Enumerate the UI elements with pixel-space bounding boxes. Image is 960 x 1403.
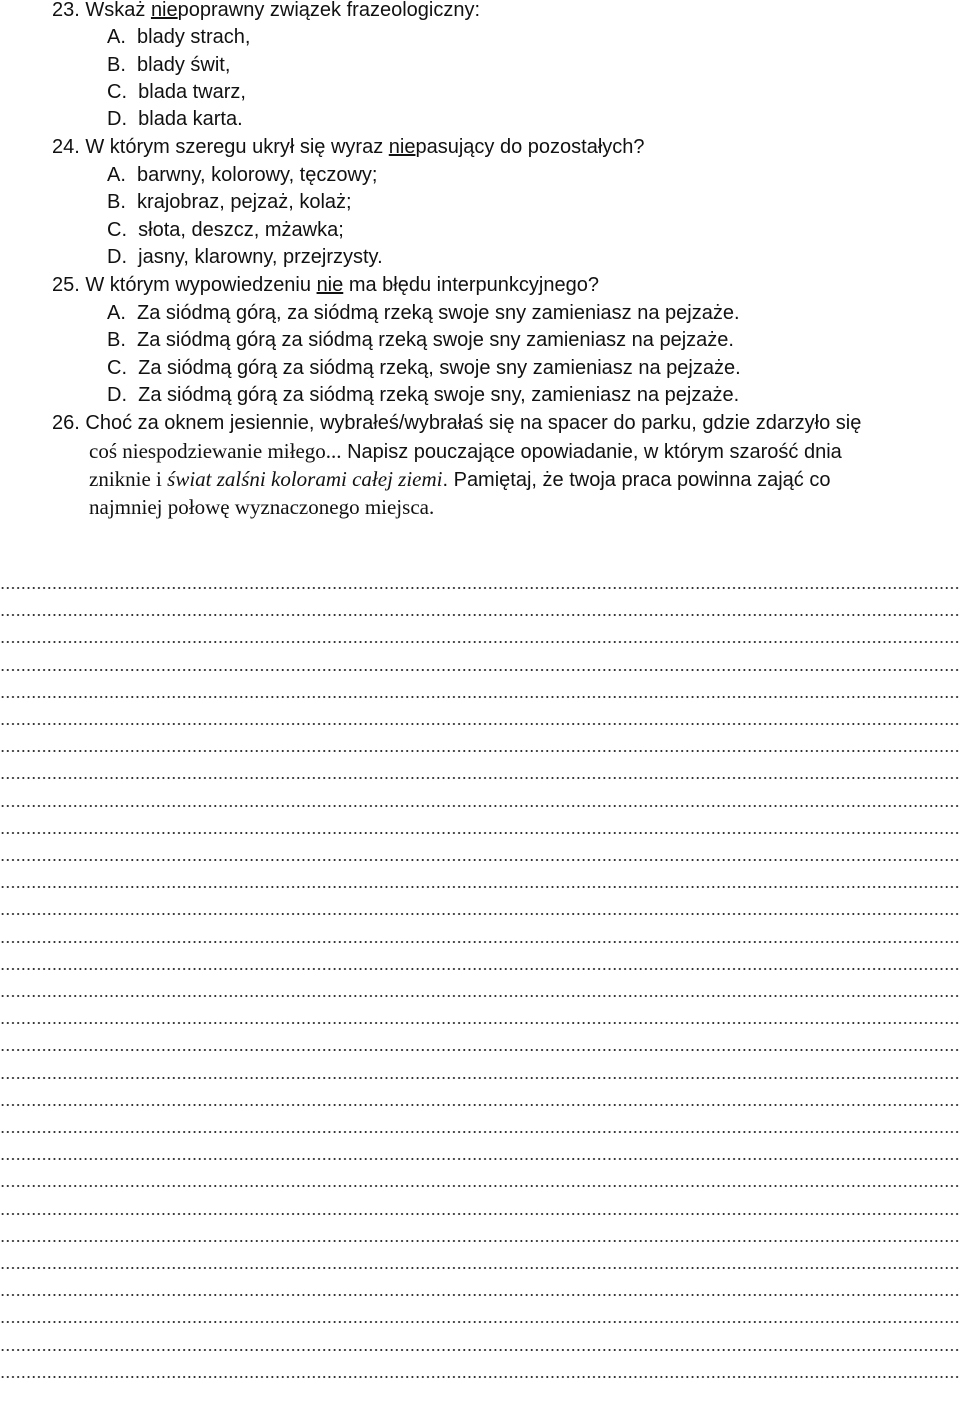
option-letter: A.	[107, 26, 126, 48]
question-26-line-3: zniknie i świat zalśni kolorami całej ziemi. Pamiętaj, że twoja praca powinna zająć co	[89, 467, 831, 491]
option-letter: C.	[107, 219, 127, 241]
question-25-stem: 25. W którym wypowiedzeniu nie ma błędu interpunkcyjnego?	[52, 274, 599, 296]
italic-quote: świat zalśni kolorami całej ziemi	[167, 467, 443, 491]
dotted-answer-line[interactable]	[0, 1316, 960, 1328]
question-25-option-a: A. Za siódmą górą, za siódmą rzeką swoje sny zamieniasz na pejzaże.	[107, 302, 740, 324]
dotted-answer-line[interactable]	[0, 1044, 960, 1056]
question-26-line-1: 26. Choć za oknem jesiennie, wybrałeś/wybrałaś się na spacer do parku, gdzie zdarzyło się	[52, 412, 862, 434]
dotted-answer-line[interactable]	[0, 1017, 960, 1029]
question-23-option-b: B. blady świt,	[107, 54, 231, 76]
question-23-option-a: A. blady strach,	[107, 26, 251, 48]
option-letter: C.	[107, 81, 127, 103]
dotted-answer-line[interactable]	[0, 990, 960, 1002]
dotted-answer-line[interactable]	[0, 908, 960, 920]
question-25-option-c: C. Za siódmą górą za siódmą rzeką, swoje sny zamieniasz na pejzaże.	[107, 357, 741, 379]
dotted-answer-line[interactable]	[0, 881, 960, 893]
underlined-negation: nie	[150, 0, 178, 21]
question-25-option-b: B. Za siódmą górą za siódmą rzeką swoje sny zamieniasz na pejzaże.	[107, 329, 734, 351]
option-letter: D.	[107, 384, 127, 406]
option-letter: B.	[107, 54, 126, 76]
dotted-answer-line[interactable]	[0, 691, 960, 703]
dotted-answer-line[interactable]	[0, 664, 960, 676]
dotted-answer-line[interactable]	[0, 1262, 960, 1274]
underlined-negation: nie	[388, 136, 416, 158]
question-23-option-c: C. blada twarz,	[107, 81, 246, 103]
dotted-answer-line[interactable]	[0, 1289, 960, 1301]
dotted-answer-line[interactable]	[0, 636, 960, 648]
question-number: 24.	[52, 136, 80, 158]
option-letter: A.	[107, 164, 126, 186]
dotted-answer-line[interactable]	[0, 936, 960, 948]
question-26-line-2: coś niespodziewanie miłego... Napisz pouczające opowiadanie, w którym szarość dnia	[89, 439, 842, 463]
dotted-answer-line[interactable]	[0, 1235, 960, 1247]
dotted-answer-line[interactable]	[0, 1344, 960, 1356]
dotted-answer-line[interactable]	[0, 1099, 960, 1111]
question-23-option-d: D. blada karta.	[107, 108, 243, 130]
option-letter: B.	[107, 329, 126, 351]
dotted-answer-line[interactable]	[0, 1153, 960, 1165]
dotted-answer-line[interactable]	[0, 609, 960, 621]
dotted-answer-line[interactable]	[0, 854, 960, 866]
dotted-answer-line[interactable]	[0, 1371, 960, 1383]
question-25-option-d: D. Za siódmą górą za siódmą rzeką swoje sny, zamieniasz na pejzaże.	[107, 384, 740, 406]
dotted-answer-line[interactable]	[0, 1180, 960, 1192]
question-number: 26.	[52, 412, 80, 434]
question-number: 23.	[52, 0, 80, 21]
question-24-option-c: C. słota, deszcz, mżawka;	[107, 219, 344, 241]
dotted-answer-line[interactable]	[0, 772, 960, 784]
question-24-option-b: B. krajobraz, pejzaż, kolaż;	[107, 191, 352, 213]
option-letter: D.	[107, 246, 127, 268]
question-number: 25.	[52, 274, 80, 296]
question-24-stem: 24. W którym szeregu ukrył się wyraz niepasujący do pozostałych?	[52, 136, 645, 158]
dotted-answer-line[interactable]	[0, 827, 960, 839]
dotted-answer-line[interactable]	[0, 718, 960, 730]
option-letter: D.	[107, 108, 127, 130]
question-23-stem: 23. Wskaż niepoprawny związek frazeologiczny:	[52, 0, 481, 21]
dotted-answer-line[interactable]	[0, 582, 960, 594]
question-24-option-a: A. barwny, kolorowy, tęczowy;	[107, 164, 378, 186]
answer-writing-area[interactable]	[0, 582, 960, 1394]
dotted-answer-line[interactable]	[0, 1072, 960, 1084]
dotted-answer-line[interactable]	[0, 1208, 960, 1220]
dotted-answer-line[interactable]	[0, 963, 960, 975]
dotted-answer-line[interactable]	[0, 1126, 960, 1138]
option-letter: C.	[107, 357, 127, 379]
question-26-line-4: najmniej połowę wyznaczonego miejsca.	[89, 495, 435, 519]
question-24-option-d: D. jasny, klarowny, przejrzysty.	[107, 246, 383, 268]
underlined-negation: nie	[316, 274, 344, 296]
option-letter: B.	[107, 191, 126, 213]
dotted-answer-line[interactable]	[0, 745, 960, 757]
option-letter: A.	[107, 302, 126, 324]
dotted-answer-line[interactable]	[0, 800, 960, 812]
